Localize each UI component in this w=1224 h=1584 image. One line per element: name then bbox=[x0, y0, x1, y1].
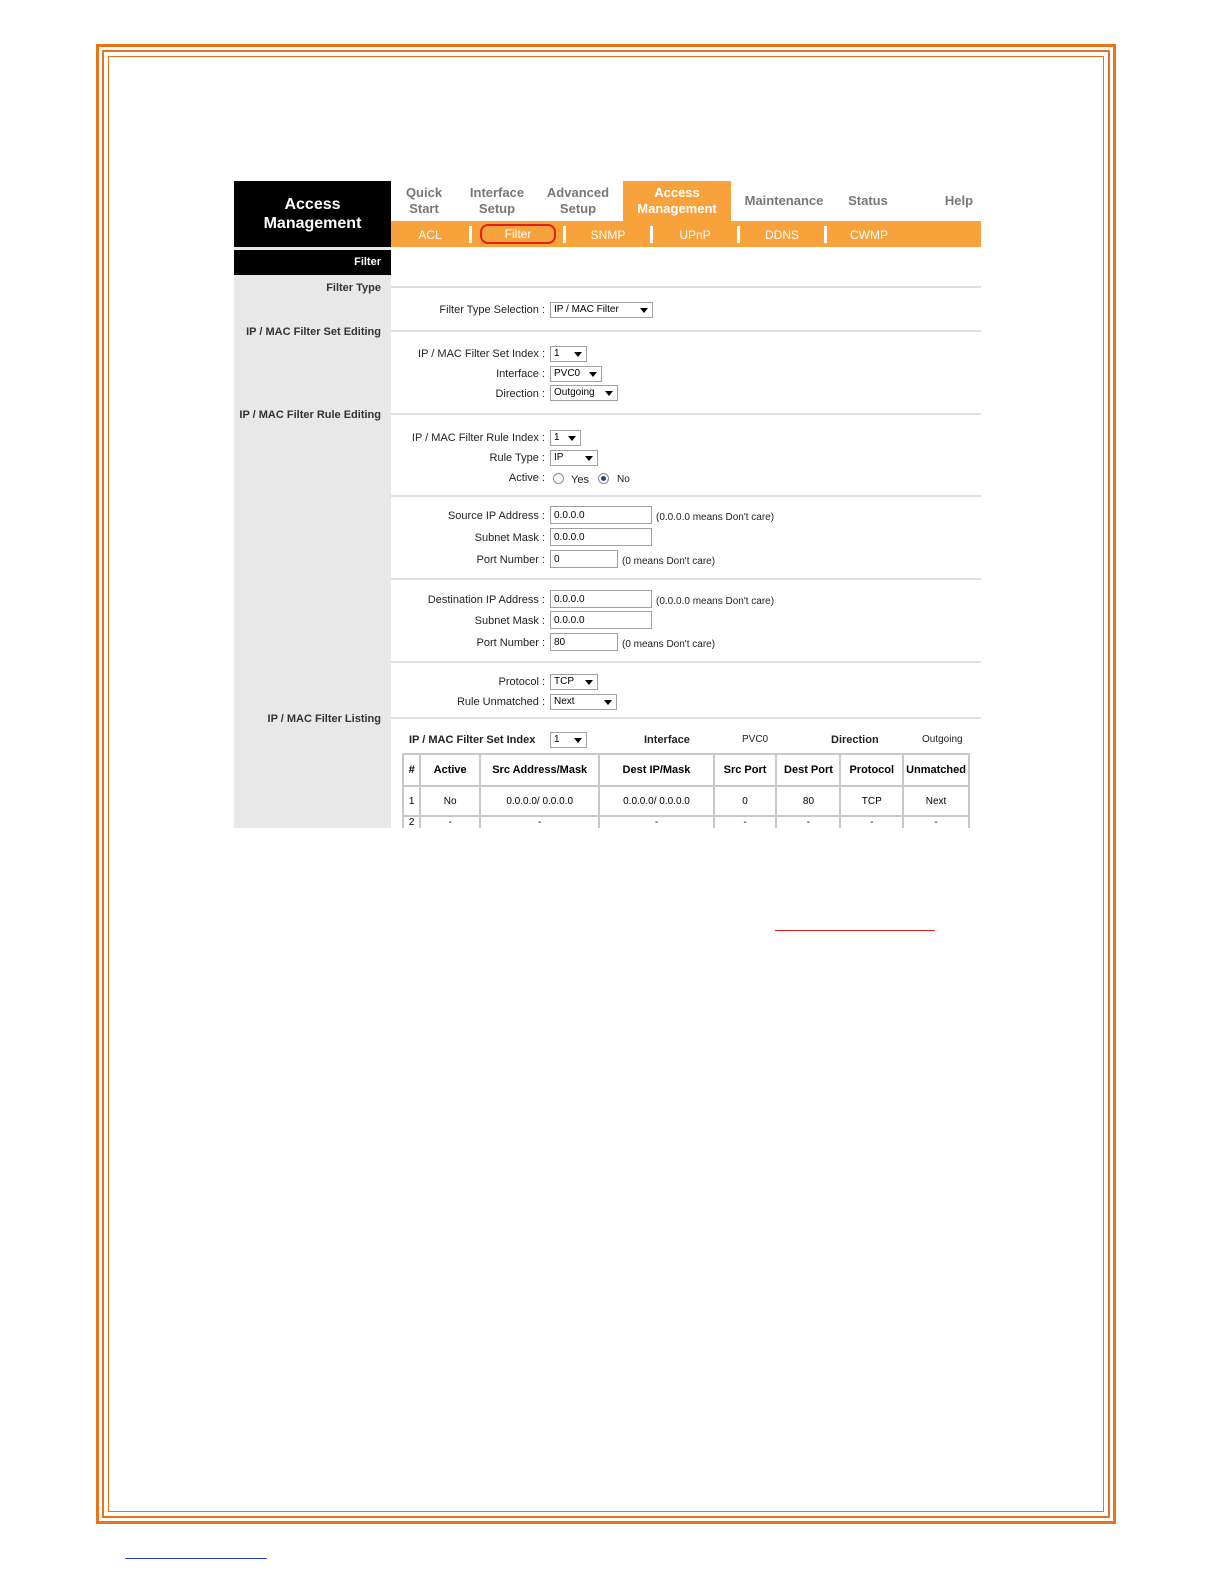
cell-dest-port: - bbox=[776, 816, 840, 828]
col-dest-port: Dest Port bbox=[776, 754, 840, 786]
chevron-down-icon bbox=[640, 308, 648, 313]
subtab-cwmp[interactable]: CWMP bbox=[850, 227, 888, 242]
section-header-filter: Filter bbox=[234, 250, 391, 275]
col-protocol: Protocol bbox=[840, 754, 903, 786]
left-column bbox=[234, 247, 391, 828]
chevron-down-icon bbox=[604, 700, 612, 705]
tab-help[interactable]: Help bbox=[944, 193, 974, 208]
active-yes-label: Yes bbox=[571, 474, 589, 486]
subnav-divider bbox=[469, 226, 472, 243]
cell-unmatched: Next bbox=[903, 786, 969, 816]
cell-dest-ip: 0.0.0.0/ 0.0.0.0 bbox=[599, 786, 713, 816]
src-ip-label: Source IP Address : bbox=[447, 510, 545, 522]
chevron-down-icon bbox=[568, 436, 576, 441]
table-header-row bbox=[403, 754, 969, 786]
subtab-snmp[interactable]: SNMP bbox=[590, 227, 626, 242]
table-row bbox=[403, 786, 969, 816]
dst-port-input[interactable] bbox=[550, 633, 618, 651]
interface-label: Interface : bbox=[496, 368, 545, 380]
main-panel bbox=[391, 247, 981, 828]
chevron-down-icon bbox=[574, 352, 582, 357]
red-underline bbox=[775, 930, 935, 931]
cell-src-address: 0.0.0.0/ 0.0.0.0 bbox=[480, 786, 599, 816]
table-row bbox=[403, 816, 969, 828]
listing-set-index-label: IP / MAC Filter Set Index bbox=[409, 734, 536, 746]
dst-port-hint: (0 means Don't care) bbox=[622, 639, 716, 650]
listing-interface-label: Interface bbox=[644, 734, 690, 746]
active-label: Active : bbox=[508, 472, 545, 484]
divider bbox=[391, 495, 981, 497]
col-unmatched: Unmatched bbox=[903, 754, 969, 786]
subtab-upnp[interactable]: UPnP bbox=[679, 227, 711, 242]
src-port-input[interactable] bbox=[550, 550, 618, 568]
direction-label: Direction : bbox=[495, 388, 545, 400]
router-screenshot bbox=[234, 181, 981, 828]
cell-active: - bbox=[420, 816, 480, 828]
filter-type-label: Filter Type Selection : bbox=[439, 304, 545, 316]
rule-index-label: IP / MAC Filter Rule Index : bbox=[411, 432, 545, 444]
src-port-hint: (0 means Don't care) bbox=[622, 556, 716, 567]
col-number: # bbox=[403, 754, 420, 786]
divider bbox=[391, 413, 981, 415]
protocol-select[interactable]: TCP bbox=[550, 674, 598, 690]
col-active: Active bbox=[420, 754, 480, 786]
cell-unmatched: - bbox=[903, 816, 969, 828]
unmatched-select[interactable]: Next bbox=[550, 694, 617, 710]
section-listing: IP / MAC Filter Listing bbox=[267, 713, 381, 725]
chevron-down-icon bbox=[574, 738, 582, 743]
dst-ip-label: Destination IP Address : bbox=[427, 594, 545, 606]
dst-mask-input[interactable] bbox=[550, 611, 652, 629]
subtab-ddns[interactable]: DDNS bbox=[764, 227, 799, 242]
cell-protocol: - bbox=[840, 816, 903, 828]
blue-underline bbox=[125, 1558, 267, 1559]
divider bbox=[391, 330, 981, 332]
section-rule-editing: IP / MAC Filter Rule Editing bbox=[239, 409, 381, 421]
cell-src-address: - bbox=[480, 816, 599, 828]
cell-dest-ip: - bbox=[599, 816, 713, 828]
src-mask-label: Subnet Mask : bbox=[474, 532, 545, 544]
logo-line1: Access bbox=[284, 196, 341, 213]
tab-advanced-setup[interactable]: Advanced Setup bbox=[546, 185, 610, 216]
active-no-radio[interactable] bbox=[598, 473, 609, 484]
top-nav bbox=[391, 181, 981, 221]
protocol-label: Protocol : bbox=[498, 676, 545, 688]
tab-interface-setup[interactable]: Interface Setup bbox=[469, 185, 525, 216]
cell-protocol: TCP bbox=[840, 786, 903, 816]
filter-type-select[interactable]: IP / MAC Filter bbox=[550, 302, 653, 318]
divider bbox=[391, 286, 981, 288]
filter-listing-table bbox=[402, 753, 970, 828]
chevron-down-icon bbox=[605, 391, 613, 396]
cell-active: No bbox=[420, 786, 480, 816]
set-index-select[interactable]: 1 bbox=[550, 346, 587, 362]
divider bbox=[391, 578, 981, 580]
dst-ip-hint: (0.0.0.0 means Don't care) bbox=[656, 596, 775, 607]
dst-ip-input[interactable] bbox=[550, 590, 652, 608]
col-dest-ip: Dest IP/Mask bbox=[599, 754, 713, 786]
subtab-filter[interactable]: Filter bbox=[480, 224, 556, 244]
listing-interface-value: PVC0 bbox=[742, 734, 769, 745]
cell-number: 1 bbox=[403, 786, 420, 816]
cell-dest-port: 80 bbox=[776, 786, 840, 816]
active-no-label: No bbox=[617, 474, 630, 485]
src-port-label: Port Number : bbox=[476, 554, 545, 566]
dst-mask-label: Subnet Mask : bbox=[474, 615, 545, 627]
logo-line2: Management bbox=[263, 215, 362, 232]
cell-src-port: 0 bbox=[714, 786, 777, 816]
src-ip-input[interactable] bbox=[550, 506, 652, 524]
set-index-label: IP / MAC Filter Set Index : bbox=[418, 348, 545, 360]
cell-number: 2 bbox=[403, 816, 420, 828]
rule-type-select[interactable]: IP bbox=[550, 450, 598, 466]
section-set-editing: IP / MAC Filter Set Editing bbox=[246, 326, 381, 338]
tab-access-management[interactable]: Access Management bbox=[623, 181, 731, 221]
interface-select[interactable]: PVC0 bbox=[550, 366, 602, 382]
unmatched-label: Rule Unmatched : bbox=[456, 696, 545, 708]
active-yes-radio[interactable] bbox=[553, 473, 564, 484]
tab-quick-start[interactable]: Quick Start bbox=[405, 185, 443, 216]
src-ip-hint: (0.0.0.0 means Don't care) bbox=[656, 512, 775, 523]
cell-src-port: - bbox=[714, 816, 777, 828]
listing-direction-label: Direction bbox=[831, 734, 879, 746]
subtab-acl[interactable]: ACL bbox=[418, 227, 442, 242]
rule-index-select[interactable]: 1 bbox=[550, 430, 581, 446]
dst-port-label: Port Number : bbox=[476, 637, 545, 649]
listing-direction-value: Outgoing bbox=[922, 734, 963, 745]
col-src-port: Src Port bbox=[714, 754, 777, 786]
listing-set-index-select[interactable]: 1 bbox=[550, 732, 587, 748]
tab-status[interactable]: Status bbox=[848, 193, 888, 208]
chevron-down-icon bbox=[589, 372, 597, 377]
chevron-down-icon bbox=[585, 456, 593, 461]
sub-nav bbox=[391, 221, 981, 247]
tab-maintenance[interactable]: Maintenance bbox=[744, 193, 824, 208]
src-mask-input[interactable] bbox=[550, 528, 652, 546]
divider bbox=[391, 717, 981, 719]
section-filter-type: Filter Type bbox=[326, 282, 381, 294]
divider bbox=[391, 661, 981, 663]
section-logo bbox=[234, 181, 391, 247]
direction-select[interactable]: Outgoing bbox=[550, 385, 618, 401]
rule-type-label: Rule Type : bbox=[489, 452, 545, 464]
col-src-address: Src Address/Mask bbox=[480, 754, 599, 786]
chevron-down-icon bbox=[585, 680, 593, 685]
